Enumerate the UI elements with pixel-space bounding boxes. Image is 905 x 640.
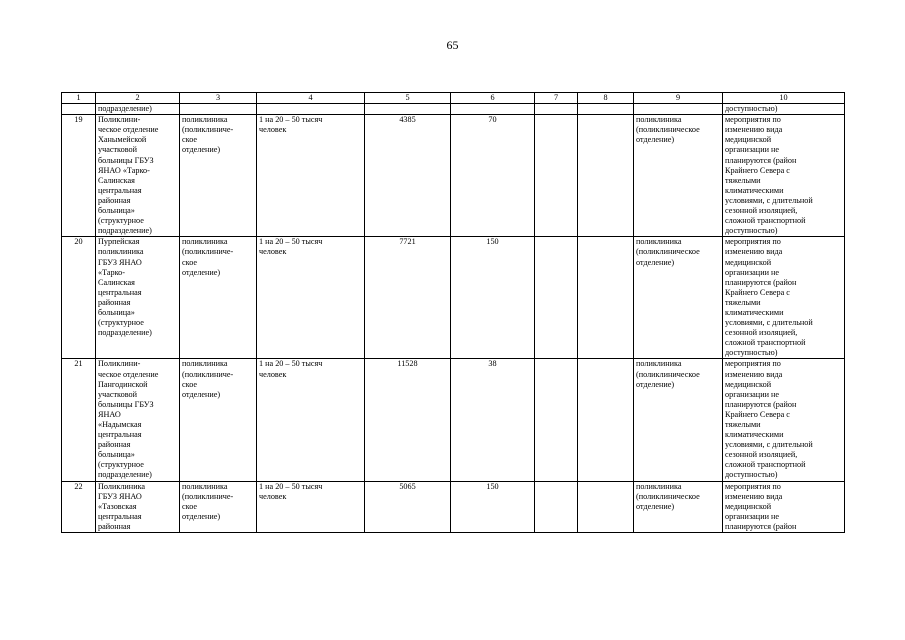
column-number-row: [62, 93, 845, 104]
column-number: 3: [180, 93, 257, 104]
table-row: [62, 237, 845, 359]
cell-col7: [535, 359, 578, 481]
cell-empty: [634, 104, 723, 115]
cell-organization: Поликлини- ческое отделение Ханымейской участковой больницы ГБУЗ ЯНАО «Тарко- Салинская центральная районная больница» (структурное подразделение): [96, 115, 180, 237]
column-number: 4: [257, 93, 365, 104]
cell-empty: [257, 104, 365, 115]
cell-notes: мероприятия по изменению вида медицинской организации не планируются (район Крайнего Севера с тяжелыми климатическими условиями, с длительной сезонной изоляцией, сложной транспортной доступностью): [723, 237, 845, 359]
cell-notes: доступностью): [723, 104, 845, 115]
column-number: 8: [578, 93, 634, 104]
cell-empty: [451, 104, 535, 115]
cell-empty: [365, 104, 451, 115]
cell-norm: 1 на 20 – 50 тысяч человек: [257, 481, 365, 532]
cell-norm: 1 на 20 – 50 тысяч человек: [257, 237, 365, 359]
cell-organization: Пурпейская поликлиника ГБУЗ ЯНАО «Тарко- Салинская центральная районная больница» (структурное подразделение): [96, 237, 180, 359]
cell-row-number: 21: [62, 359, 96, 481]
cell-notes: мероприятия по изменению вида медицинской организации не планируются (район Крайнего Севера с тяжелыми климатическими условиями, с длительной сезонной изоляцией, сложной транспортной доступностью): [723, 359, 845, 481]
cell-target-type: поликлиника (поликлиническое отделение): [634, 115, 723, 237]
column-number: 7: [535, 93, 578, 104]
cell-empty: [180, 104, 257, 115]
cell-type: поликлиника (поликлиниче- ское отделение): [180, 481, 257, 532]
cell-target-type: поликлиника (поликлиническое отделение): [634, 481, 723, 532]
continuation-row: [62, 104, 845, 115]
cell-organization: Поликлиника ГБУЗ ЯНАО «Тазовская центральная районная: [96, 481, 180, 532]
table-row: [62, 115, 845, 237]
cell-population: 5065: [365, 481, 451, 532]
medical-organizations-table: [61, 92, 845, 533]
cell-organization: подразделение): [96, 104, 180, 115]
cell-notes: мероприятия по изменению вида медицинской организации не планируются (район Крайнего Севера с тяжелыми климатическими условиями, с длительной сезонной изоляцией, сложной транспортной доступностью): [723, 115, 845, 237]
cell-type: поликлиника (поликлиниче- ское отделение): [180, 359, 257, 481]
cell-col7: [535, 237, 578, 359]
cell-col7: [535, 115, 578, 237]
cell-population: 4385: [365, 115, 451, 237]
cell-capacity: 150: [451, 237, 535, 359]
cell-col8: [578, 359, 634, 481]
cell-target-type: поликлиника (поликлиническое отделение): [634, 359, 723, 481]
cell-col8: [578, 115, 634, 237]
cell-empty: [578, 104, 634, 115]
table-row: [62, 481, 845, 532]
cell-capacity: 38: [451, 359, 535, 481]
cell-capacity: 70: [451, 115, 535, 237]
column-number: 9: [634, 93, 723, 104]
cell-empty: [535, 104, 578, 115]
table-row: [62, 359, 845, 481]
cell-target-type: поликлиника (поликлиническое отделение): [634, 237, 723, 359]
column-number: 6: [451, 93, 535, 104]
cell-organization: Поликлини- ческое отделение Пангодинской участковой больницы ГБУЗ ЯНАО «Надымская центральная районная больница» (структурное подразделение): [96, 359, 180, 481]
cell-row-number: 19: [62, 115, 96, 237]
cell-col8: [578, 237, 634, 359]
cell-type: поликлиника (поликлиниче- ское отделение): [180, 115, 257, 237]
column-number: 1: [62, 93, 96, 104]
cell-type: поликлиника (поликлиниче- ское отделение): [180, 237, 257, 359]
cell-notes: мероприятия по изменению вида медицинской организации не планируются (район: [723, 481, 845, 532]
cell-empty: [62, 104, 96, 115]
cell-population: 7721: [365, 237, 451, 359]
cell-row-number: 20: [62, 237, 96, 359]
cell-row-number: 22: [62, 481, 96, 532]
column-number: 5: [365, 93, 451, 104]
column-number: 2: [96, 93, 180, 104]
cell-capacity: 150: [451, 481, 535, 532]
cell-col7: [535, 481, 578, 532]
column-number: 10: [723, 93, 845, 104]
page-number: 65: [446, 38, 459, 52]
cell-population: 11528: [365, 359, 451, 481]
cell-col8: [578, 481, 634, 532]
cell-norm: 1 на 20 – 50 тысяч человек: [257, 115, 365, 237]
cell-norm: 1 на 20 – 50 тысяч человек: [257, 359, 365, 481]
